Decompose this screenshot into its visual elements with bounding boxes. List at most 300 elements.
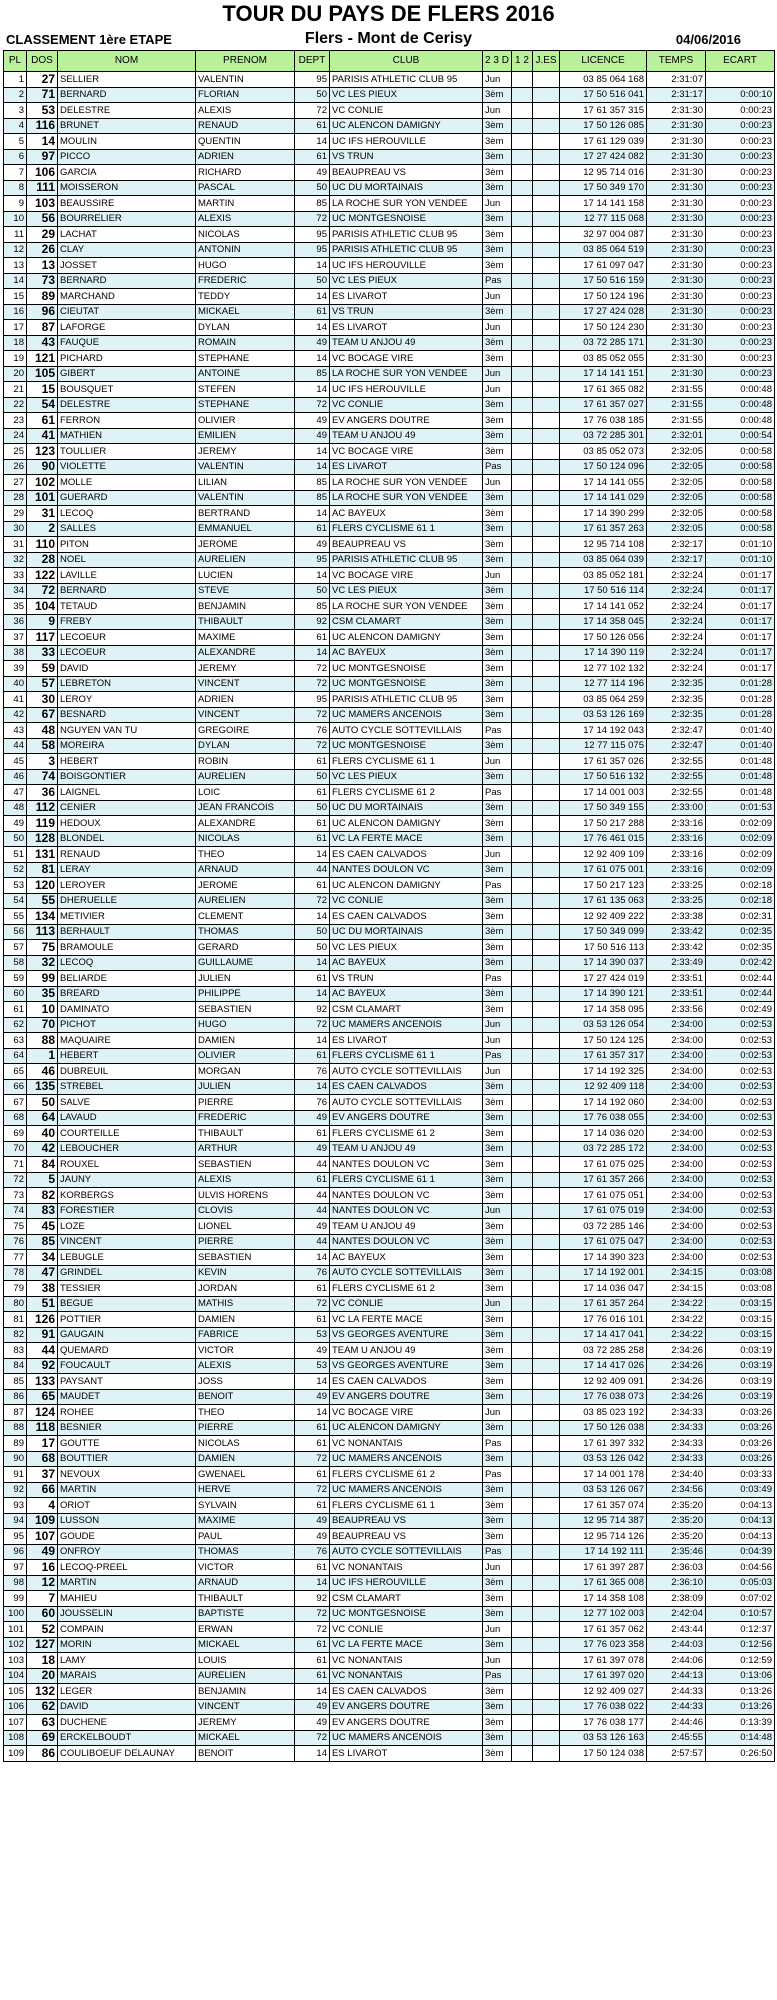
cell-prenom: VINCENT	[196, 676, 295, 692]
cell-ecart: 0:03:08	[706, 1281, 775, 1297]
cell-category: 3èm	[483, 304, 512, 320]
cell-prenom: PIERRE	[196, 1095, 295, 1111]
cell-nom: MATHIEN	[58, 428, 196, 444]
cell-licence: 17 14 001 178	[560, 1467, 647, 1483]
cell-dos: 64	[27, 1110, 58, 1126]
cell-dept: 95	[295, 242, 330, 258]
cell-temps: 2:35:20	[647, 1513, 706, 1529]
cell-temps: 2:34:00	[647, 1033, 706, 1049]
cell-pl: 69	[4, 1126, 27, 1142]
col-dept: DEPT	[295, 51, 330, 72]
cell-temps: 2:32:24	[647, 583, 706, 599]
cell-dept: 61	[295, 816, 330, 832]
cell-dept: 50	[295, 800, 330, 816]
cell-nom: LAVILLE	[58, 568, 196, 584]
table-row	[4, 335, 775, 351]
col-cat: 2 3 D	[483, 51, 512, 72]
cell-licence: 17 14 358 108	[560, 1591, 647, 1607]
cell-licence: 32 97 004 087	[560, 227, 647, 243]
cell-ecart: 0:02:44	[706, 986, 775, 1002]
cell-nom: FERRON	[58, 413, 196, 429]
cell-dept: 49	[295, 165, 330, 181]
cell-12	[512, 568, 533, 584]
cell-jes	[533, 196, 560, 212]
cell-dos: 28	[27, 552, 58, 568]
cell-category: 3èm	[483, 1265, 512, 1281]
cell-temps: 2:44:33	[647, 1699, 706, 1715]
cell-dept: 76	[295, 1064, 330, 1080]
cell-dos: 50	[27, 1095, 58, 1111]
cell-pl: 71	[4, 1157, 27, 1173]
table-row	[4, 180, 775, 196]
cell-temps: 2:44:13	[647, 1668, 706, 1684]
cell-jes	[533, 1684, 560, 1700]
cell-12	[512, 1172, 533, 1188]
cell-dept: 85	[295, 196, 330, 212]
cell-dos: 104	[27, 599, 58, 615]
cell-12	[512, 800, 533, 816]
cell-category: 3èm	[483, 180, 512, 196]
cell-dept: 61	[295, 878, 330, 894]
cell-dos: 15	[27, 382, 58, 398]
cell-club: VS GEORGES AVENTURE	[330, 1358, 483, 1374]
cell-dos: 110	[27, 537, 58, 553]
cell-licence: 17 76 038 185	[560, 413, 647, 429]
table-row	[4, 289, 775, 305]
cell-category: 3èm	[483, 351, 512, 367]
cell-licence: 17 14 141 158	[560, 196, 647, 212]
cell-licence: 17 14 141 151	[560, 366, 647, 382]
cell-prenom: ROBIN	[196, 754, 295, 770]
cell-pl: 16	[4, 304, 27, 320]
cell-ecart: 0:01:28	[706, 676, 775, 692]
cell-ecart: 0:07:02	[706, 1591, 775, 1607]
cell-temps: 2:31:17	[647, 87, 706, 103]
cell-nom: PICHARD	[58, 351, 196, 367]
cell-pl: 104	[4, 1668, 27, 1684]
cell-dept: 72	[295, 397, 330, 413]
cell-licence: 17 50 516 041	[560, 87, 647, 103]
table-row	[4, 1684, 775, 1700]
table-row	[4, 134, 775, 150]
cell-licence: 17 14 036 020	[560, 1126, 647, 1142]
cell-dos: 105	[27, 366, 58, 382]
cell-nom: BERHAULT	[58, 924, 196, 940]
cell-nom: ERCKELBOUDT	[58, 1730, 196, 1746]
cell-nom: ROUXEL	[58, 1157, 196, 1173]
cell-category: Pas	[483, 273, 512, 289]
cell-prenom: RICHARD	[196, 165, 295, 181]
cell-ecart: 0:00:10	[706, 87, 775, 103]
cell-temps: 2:33:16	[647, 816, 706, 832]
cell-dept: 72	[295, 1622, 330, 1638]
cell-dos: 84	[27, 1157, 58, 1173]
cell-12	[512, 1699, 533, 1715]
cell-ecart: 0:00:23	[706, 211, 775, 227]
cell-licence: 17 76 461 015	[560, 831, 647, 847]
cell-licence: 17 61 097 047	[560, 258, 647, 274]
table-row	[4, 1451, 775, 1467]
cell-ecart: 0:01:17	[706, 599, 775, 615]
cell-club: UC MAMERS ANCENOIS	[330, 1730, 483, 1746]
cell-ecart: 0:00:58	[706, 475, 775, 491]
cell-ecart: 0:01:17	[706, 568, 775, 584]
cell-temps: 2:33:16	[647, 831, 706, 847]
cell-club: FLERS CYCLISME 61 1	[330, 521, 483, 537]
cell-dos: 44	[27, 1343, 58, 1359]
cell-dos: 54	[27, 397, 58, 413]
cell-pl: 39	[4, 661, 27, 677]
cell-licence: 03 72 285 171	[560, 335, 647, 351]
cell-12	[512, 1730, 533, 1746]
cell-pl: 13	[4, 258, 27, 274]
cell-dos: 13	[27, 258, 58, 274]
cell-dept: 85	[295, 475, 330, 491]
cell-dos: 5	[27, 1172, 58, 1188]
cell-ecart: 0:01:40	[706, 723, 775, 739]
cell-dos: 97	[27, 149, 58, 165]
cell-category: 3èm	[483, 118, 512, 134]
cell-12	[512, 986, 533, 1002]
cell-licence: 17 50 516 159	[560, 273, 647, 289]
cell-ecart: 0:03:33	[706, 1467, 775, 1483]
cell-pl: 28	[4, 490, 27, 506]
cell-12	[512, 1126, 533, 1142]
cell-dos: 58	[27, 738, 58, 754]
cell-club: LA ROCHE SUR YON VENDEE	[330, 490, 483, 506]
cell-ecart: 0:00:23	[706, 180, 775, 196]
cell-pl: 86	[4, 1389, 27, 1405]
cell-dos: 62	[27, 1699, 58, 1715]
cell-prenom: LOUIS	[196, 1653, 295, 1669]
cell-jes	[533, 382, 560, 398]
cell-prenom: VALENTIN	[196, 459, 295, 475]
cell-pl: 106	[4, 1699, 27, 1715]
cell-club: UC MONTGESNOISE	[330, 661, 483, 677]
cell-category: 3èm	[483, 645, 512, 661]
cell-category: 3èm	[483, 599, 512, 615]
cell-jes	[533, 1699, 560, 1715]
table-row	[4, 118, 775, 134]
cell-dos: 81	[27, 862, 58, 878]
cell-12	[512, 940, 533, 956]
cell-dept: 50	[295, 924, 330, 940]
cell-temps: 2:31:30	[647, 165, 706, 181]
cell-jes	[533, 397, 560, 413]
cell-12	[512, 459, 533, 475]
table-row	[4, 366, 775, 382]
cell-prenom: DYLAN	[196, 320, 295, 336]
cell-category: 3èm	[483, 335, 512, 351]
cell-temps: 2:34:00	[647, 1017, 706, 1033]
cell-category: Jun	[483, 1405, 512, 1421]
cell-dept: 61	[295, 118, 330, 134]
cell-ecart: 0:01:53	[706, 800, 775, 816]
cell-dos: 126	[27, 1312, 58, 1328]
cell-12	[512, 971, 533, 987]
cell-prenom: DAMIEN	[196, 1312, 295, 1328]
cell-prenom: MORGAN	[196, 1064, 295, 1080]
cell-jes	[533, 645, 560, 661]
cell-nom: DUBREUIL	[58, 1064, 196, 1080]
cell-licence: 17 50 516 132	[560, 769, 647, 785]
cell-licence: 17 14 141 052	[560, 599, 647, 615]
cell-nom: FREBY	[58, 614, 196, 630]
cell-pl: 75	[4, 1219, 27, 1235]
cell-dos: 89	[27, 289, 58, 305]
cell-dept: 14	[295, 986, 330, 1002]
cell-category: 3èm	[483, 893, 512, 909]
cell-pl: 14	[4, 273, 27, 289]
cell-prenom: GERARD	[196, 940, 295, 956]
cell-licence: 17 61 075 051	[560, 1188, 647, 1204]
cell-ecart: 0:00:23	[706, 351, 775, 367]
cell-pl: 82	[4, 1327, 27, 1343]
cell-dos: 61	[27, 413, 58, 429]
table-row	[4, 599, 775, 615]
cell-prenom: BAPTISTE	[196, 1606, 295, 1622]
cell-pl: 46	[4, 769, 27, 785]
cell-12	[512, 1591, 533, 1607]
cell-dept: 61	[295, 785, 330, 801]
cell-prenom: STEPHANE	[196, 397, 295, 413]
cell-jes	[533, 1327, 560, 1343]
cell-ecart	[706, 72, 775, 88]
cell-nom: GOUTTE	[58, 1436, 196, 1452]
cell-dos: 113	[27, 924, 58, 940]
table-row	[4, 1668, 775, 1684]
cell-temps: 2:34:40	[647, 1467, 706, 1483]
cell-category: 3èm	[483, 800, 512, 816]
cell-club: AUTO CYCLE SOTTEVILLAIS	[330, 1265, 483, 1281]
cell-jes	[533, 413, 560, 429]
cell-club: VC CONLIE	[330, 893, 483, 909]
cell-nom: FAUQUE	[58, 335, 196, 351]
cell-category: 3èm	[483, 87, 512, 103]
cell-ecart: 0:01:17	[706, 661, 775, 677]
cell-12	[512, 1312, 533, 1328]
cell-dept: 14	[295, 1405, 330, 1421]
cell-nom: MAQUAIRE	[58, 1033, 196, 1049]
cell-jes	[533, 1668, 560, 1684]
col-licence: LICENCE	[560, 51, 647, 72]
cell-dept: 53	[295, 1327, 330, 1343]
table-row	[4, 1482, 775, 1498]
cell-category: 3èm	[483, 1513, 512, 1529]
table-row	[4, 490, 775, 506]
cell-jes	[533, 676, 560, 692]
table-row	[4, 924, 775, 940]
cell-jes	[533, 1637, 560, 1653]
cell-12	[512, 196, 533, 212]
table-row	[4, 1265, 775, 1281]
cell-ecart: 0:10:57	[706, 1606, 775, 1622]
cell-temps: 2:31:30	[647, 351, 706, 367]
cell-prenom: BENJAMIN	[196, 1684, 295, 1700]
cell-dos: 10	[27, 1002, 58, 1018]
cell-dos: 17	[27, 1436, 58, 1452]
cell-ecart: 0:00:58	[706, 506, 775, 522]
cell-12	[512, 242, 533, 258]
cell-temps: 2:33:25	[647, 878, 706, 894]
cell-category: Jun	[483, 382, 512, 398]
cell-nom: HEBERT	[58, 1048, 196, 1064]
cell-temps: 2:32:24	[647, 568, 706, 584]
cell-temps: 2:34:33	[647, 1405, 706, 1421]
table-row	[4, 1529, 775, 1545]
cell-dos: 30	[27, 692, 58, 708]
cell-jes	[533, 1234, 560, 1250]
cell-dos: 91	[27, 1327, 58, 1343]
cell-nom: BEGUE	[58, 1296, 196, 1312]
cell-nom: POTTIER	[58, 1312, 196, 1328]
cell-prenom: GREGOIRE	[196, 723, 295, 739]
cell-dept: 49	[295, 413, 330, 429]
cell-prenom: THOMAS	[196, 1544, 295, 1560]
cell-dept: 92	[295, 1002, 330, 1018]
cell-jes	[533, 1250, 560, 1266]
cell-jes	[533, 847, 560, 863]
cell-12	[512, 1637, 533, 1653]
cell-ecart: 0:00:23	[706, 273, 775, 289]
cell-jes	[533, 506, 560, 522]
cell-jes	[533, 1653, 560, 1669]
cell-club: VC NONANTAIS	[330, 1668, 483, 1684]
cell-pl: 102	[4, 1637, 27, 1653]
cell-temps: 2:34:00	[647, 1219, 706, 1235]
cell-category: Jun	[483, 1622, 512, 1638]
cell-pl: 21	[4, 382, 27, 398]
cell-ecart: 0:02:53	[706, 1250, 775, 1266]
cell-temps: 2:33:49	[647, 955, 706, 971]
cell-dept: 76	[295, 1544, 330, 1560]
cell-licence: 17 76 038 073	[560, 1389, 647, 1405]
cell-dos: 107	[27, 1529, 58, 1545]
table-row	[4, 1622, 775, 1638]
cell-nom: PAYSANT	[58, 1374, 196, 1390]
cell-prenom: ALEXIS	[196, 211, 295, 227]
cell-ecart: 0:14:48	[706, 1730, 775, 1746]
cell-ecart: 0:00:48	[706, 413, 775, 429]
cell-ecart: 0:02:53	[706, 1110, 775, 1126]
cell-prenom: MAXIME	[196, 630, 295, 646]
cell-category: Pas	[483, 459, 512, 475]
cell-nom: JOUSSELIN	[58, 1606, 196, 1622]
cell-dos: 53	[27, 103, 58, 119]
cell-licence: 12 77 115 075	[560, 738, 647, 754]
cell-dept: 14	[295, 444, 330, 460]
cell-licence: 17 27 424 028	[560, 304, 647, 320]
table-row	[4, 320, 775, 336]
cell-prenom: MARTIN	[196, 196, 295, 212]
cell-dos: 72	[27, 583, 58, 599]
cell-pl: 85	[4, 1374, 27, 1390]
cell-club: EV ANGERS DOUTRE	[330, 1110, 483, 1126]
cell-temps: 2:33:38	[647, 909, 706, 925]
cell-jes	[533, 1374, 560, 1390]
cell-ecart: 0:03:26	[706, 1405, 775, 1421]
cell-12	[512, 87, 533, 103]
cell-club: VC BOCAGE VIRE	[330, 351, 483, 367]
cell-prenom: ANTOINE	[196, 366, 295, 382]
cell-pl: 56	[4, 924, 27, 940]
cell-category: 3èm	[483, 1529, 512, 1545]
cell-prenom: MICKAEL	[196, 1637, 295, 1653]
cell-licence: 17 14 417 026	[560, 1358, 647, 1374]
cell-prenom: AURELIEN	[196, 1668, 295, 1684]
cell-club: PARISIS ATHLETIC CLUB 95	[330, 242, 483, 258]
cell-licence: 17 14 390 119	[560, 645, 647, 661]
cell-12	[512, 366, 533, 382]
table-row	[4, 1327, 775, 1343]
cell-licence: 17 14 390 121	[560, 986, 647, 1002]
cell-nom: LEBRETON	[58, 676, 196, 692]
cell-ecart: 0:04:13	[706, 1498, 775, 1514]
cell-pl: 45	[4, 754, 27, 770]
cell-pl: 67	[4, 1095, 27, 1111]
cell-pl: 81	[4, 1312, 27, 1328]
cell-club: AC BAYEUX	[330, 1250, 483, 1266]
cell-dos: 36	[27, 785, 58, 801]
cell-nom: RENAUD	[58, 847, 196, 863]
cell-ecart: 0:00:23	[706, 165, 775, 181]
cell-dos: 99	[27, 971, 58, 987]
cell-dos: 75	[27, 940, 58, 956]
cell-ecart: 0:01:28	[706, 692, 775, 708]
cell-nom: LECOQ-PREEL	[58, 1560, 196, 1576]
cell-nom: CLAY	[58, 242, 196, 258]
cell-pl: 48	[4, 800, 27, 816]
cell-club: ES CAEN CALVADOS	[330, 1684, 483, 1700]
cell-club: PARISIS ATHLETIC CLUB 95	[330, 692, 483, 708]
cell-pl: 96	[4, 1544, 27, 1560]
cell-nom: DELESTRE	[58, 397, 196, 413]
cell-ecart: 0:00:58	[706, 490, 775, 506]
cell-category: 3èm	[483, 537, 512, 553]
cell-dept: 61	[295, 1653, 330, 1669]
cell-temps: 2:42:04	[647, 1606, 706, 1622]
cell-ecart: 0:01:40	[706, 738, 775, 754]
cell-pl: 49	[4, 816, 27, 832]
cell-jes	[533, 273, 560, 289]
cell-jes	[533, 816, 560, 832]
cell-club: UC MAMERS ANCENOIS	[330, 1482, 483, 1498]
cell-club: UC MONTGESNOISE	[330, 1606, 483, 1622]
cell-dos: 12	[27, 1575, 58, 1591]
cell-ecart: 0:04:56	[706, 1560, 775, 1576]
cell-prenom: GWENAEL	[196, 1467, 295, 1483]
cell-licence: 17 50 349 170	[560, 180, 647, 196]
cell-dept: 14	[295, 459, 330, 475]
cell-temps: 2:34:22	[647, 1312, 706, 1328]
cell-temps: 2:31:07	[647, 72, 706, 88]
cell-prenom: GUILLAUME	[196, 955, 295, 971]
cell-dos: 40	[27, 1126, 58, 1142]
cell-dept: 14	[295, 289, 330, 305]
cell-club: CSM CLAMART	[330, 614, 483, 630]
cell-licence: 17 61 365 008	[560, 1575, 647, 1591]
cell-dos: 51	[27, 1296, 58, 1312]
cell-nom: MOISSERON	[58, 180, 196, 196]
table-row	[4, 1126, 775, 1142]
cell-dept: 49	[295, 1513, 330, 1529]
cell-prenom: ERWAN	[196, 1622, 295, 1638]
table-row	[4, 847, 775, 863]
cell-prenom: PIERRE	[196, 1234, 295, 1250]
cell-ecart: 0:03:19	[706, 1389, 775, 1405]
cell-12	[512, 1622, 533, 1638]
cell-prenom: STEVE	[196, 583, 295, 599]
